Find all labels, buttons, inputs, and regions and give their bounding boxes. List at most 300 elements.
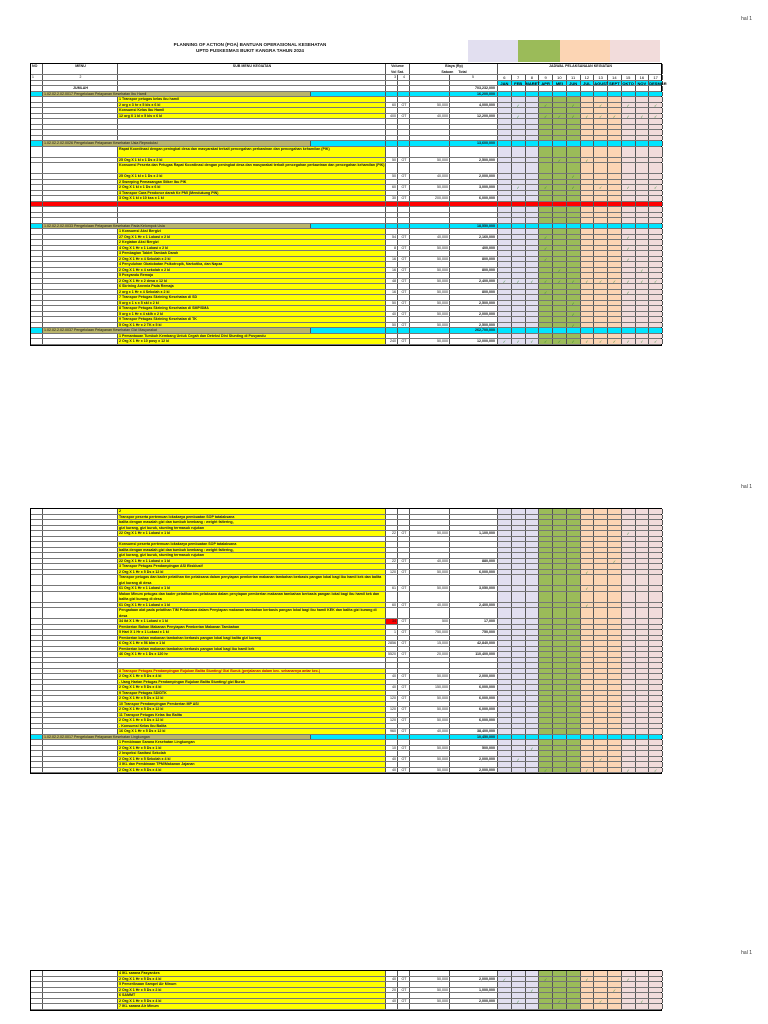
- row-sub-menu: [118, 86, 386, 91]
- month-cell: [581, 185, 595, 190]
- month-cell: [649, 762, 663, 767]
- month-cell: [539, 663, 553, 668]
- header-jadwal: JADWAL PELAKSANAAN KEGIATAN: [498, 64, 663, 74]
- row-satuan-unit: OT: [398, 279, 410, 284]
- month-cell: [649, 97, 663, 102]
- row-biaya-satuan: [410, 262, 450, 267]
- month-cell: [498, 328, 512, 333]
- month-cell: [567, 147, 581, 157]
- month-cell: [539, 564, 553, 569]
- row-total: 13,600,000: [450, 141, 498, 146]
- month-cell: [608, 136, 622, 141]
- row-biaya-satuan: 50,000: [410, 339, 450, 344]
- month-cell: [567, 542, 581, 547]
- month-cell: [649, 246, 663, 251]
- row-number: [31, 718, 43, 723]
- month-cell: [539, 108, 553, 113]
- row-total: 703,232,000: [450, 86, 498, 91]
- month-cell: [608, 119, 622, 124]
- month-cell: [608, 196, 622, 201]
- month-cell: [498, 674, 512, 679]
- month-cell: [636, 224, 650, 229]
- month-cell: [636, 757, 650, 762]
- month-cell: [581, 119, 595, 124]
- month-cell: [539, 702, 553, 707]
- check-icon: ✓: [567, 174, 581, 179]
- month-cell: [622, 130, 636, 135]
- month-cell: [594, 707, 608, 712]
- month-cell: [636, 207, 650, 212]
- row-satuan-unit: [398, 724, 410, 729]
- row-sub-menu: - Konsumsi Kelas Ibu Balita: [118, 724, 386, 729]
- month-cell: [594, 971, 608, 976]
- month-cell: [512, 564, 526, 569]
- month-cell: [608, 553, 622, 558]
- row-menu: [43, 988, 118, 993]
- row-schedule: [498, 746, 663, 751]
- month-cell: [553, 163, 567, 173]
- month-cell: [539, 619, 553, 624]
- month-cell: [539, 636, 553, 641]
- month-cell: [553, 608, 567, 618]
- month-cell: [512, 301, 526, 306]
- row-total: [450, 548, 498, 553]
- month-cell: [608, 630, 622, 635]
- month-cell: [539, 762, 553, 767]
- row-schedule: [498, 191, 663, 196]
- row-biaya-satuan: [410, 86, 450, 91]
- row-schedule: [498, 257, 663, 262]
- row-biaya-satuan: [410, 295, 450, 300]
- month-cell: [594, 768, 608, 773]
- row-volume: 60: [386, 185, 398, 190]
- row-total: [450, 751, 498, 756]
- row-menu: [43, 702, 118, 707]
- row-number: [31, 1004, 43, 1009]
- month-cell: [526, 564, 540, 569]
- row-menu: [43, 202, 118, 207]
- month-cell: [608, 718, 622, 723]
- month-cell: [622, 108, 636, 113]
- month-cell: [622, 163, 636, 173]
- month-cell: [512, 542, 526, 547]
- month-cell: [498, 147, 512, 157]
- page-2: [0, 470, 768, 900]
- month-cell: [512, 119, 526, 124]
- row-number: [31, 103, 43, 108]
- month-cell: [498, 180, 512, 185]
- month-cell: [608, 663, 622, 668]
- row-volume: 50: [386, 158, 398, 163]
- month-cell: [581, 982, 595, 987]
- row-biaya-satuan: [410, 147, 450, 157]
- month-cell: [622, 537, 636, 542]
- check-icon: ✓: [526, 339, 540, 344]
- month-cell: [636, 323, 650, 328]
- month-cell: [649, 735, 663, 740]
- month-cell: [567, 537, 581, 542]
- row-total: [450, 97, 498, 102]
- month-cell: [608, 685, 622, 690]
- month-cell: [498, 702, 512, 707]
- month-cell: [567, 180, 581, 185]
- month-cell: [539, 130, 553, 135]
- row-volume: 10: [386, 746, 398, 751]
- row-number: [31, 240, 43, 245]
- row-satuan-unit: OT: [398, 768, 410, 773]
- month-cell: [553, 334, 567, 339]
- row-volume: [386, 713, 398, 718]
- month-cell: [553, 553, 567, 558]
- month-cell: [649, 663, 663, 668]
- row-biaya-satuan: [410, 224, 450, 229]
- month-cell: [608, 284, 622, 289]
- row-sub-menu: 2 Org X 1 Hr x 5 Ds x 12 kl: [118, 707, 386, 712]
- month-cell: [567, 86, 581, 91]
- row-volume: 960: [386, 729, 398, 734]
- month-cell: [594, 158, 608, 163]
- row-number: [31, 663, 43, 668]
- check-icon: ✓: [512, 114, 526, 119]
- month-cell: [636, 691, 650, 696]
- month-cell: [567, 317, 581, 322]
- row-satuan-unit: [398, 317, 410, 322]
- month-cell: [567, 306, 581, 311]
- month-cell: [526, 548, 540, 553]
- month-cell: [567, 158, 581, 163]
- month-cell: [636, 103, 650, 108]
- month-cell: [594, 180, 608, 185]
- month-cell: [594, 625, 608, 630]
- row-biaya-satuan: 50,000: [410, 103, 450, 108]
- row-menu: [43, 251, 118, 256]
- row-menu: [43, 213, 118, 218]
- row-schedule: [498, 334, 663, 339]
- month-cell: [649, 603, 663, 608]
- month-cell: [622, 663, 636, 668]
- row-number: [31, 619, 43, 624]
- month-cell: [649, 312, 663, 317]
- blank: [43, 81, 118, 86]
- row-satuan-unit: OT: [398, 531, 410, 536]
- row-volume: 60: [386, 103, 398, 108]
- month-cell: [594, 323, 608, 328]
- blank: [450, 81, 498, 86]
- month-cell: [526, 740, 540, 745]
- month-cell: [608, 202, 622, 207]
- month-cell: [622, 586, 636, 591]
- row-number: [31, 971, 43, 976]
- month-cell: [636, 680, 650, 685]
- month-cell: [581, 636, 595, 641]
- month-cell: [526, 977, 540, 982]
- row-schedule: [498, 625, 663, 630]
- row-schedule: [498, 103, 663, 108]
- month-cell: [553, 702, 567, 707]
- month-cell: [608, 301, 622, 306]
- table-header: [31, 64, 661, 75]
- check-icon: ✓: [608, 279, 622, 284]
- row-sub-menu: 8 Transpor Petugas Pendampingan Rujukan Balita Stunting/ Gizi Buruk (perjalanan dalam kec. sehanarnya antar kec.): [118, 669, 386, 674]
- month-cell: [553, 224, 567, 229]
- month-cell: [622, 746, 636, 751]
- month-cell: [512, 163, 526, 173]
- month-cell: [608, 185, 622, 190]
- month-cell: [512, 575, 526, 585]
- row-satuan-unit: [398, 735, 410, 740]
- month-cell: [581, 103, 595, 108]
- month-cell: [581, 746, 595, 751]
- month-cell: [622, 636, 636, 641]
- row-volume: [386, 982, 398, 987]
- row-schedule: [498, 575, 663, 585]
- month-cell: [553, 218, 567, 223]
- row-sub-menu: 2 Org X 1 Hr x 5 Ds x 4 kl: [118, 977, 386, 982]
- month-cell: [581, 999, 595, 1004]
- month-cell: [649, 180, 663, 185]
- row-menu: [43, 542, 118, 547]
- band-lavender: [468, 40, 518, 62]
- month-cell: [553, 757, 567, 762]
- row-menu: [43, 993, 118, 998]
- month-cell: [594, 224, 608, 229]
- header-no: NO: [31, 64, 43, 74]
- month-cell: [581, 251, 595, 256]
- month-cell: [553, 713, 567, 718]
- row-schedule: [498, 339, 663, 344]
- row-sub-menu: [118, 136, 386, 141]
- row-total: [450, 180, 498, 185]
- row-schedule: [498, 185, 663, 190]
- month-cell: [636, 312, 650, 317]
- month-cell: [649, 328, 663, 333]
- month-cell: [581, 295, 595, 300]
- check-icon: ✓: [594, 999, 608, 1004]
- row-satuan-unit: [398, 328, 410, 333]
- month-cell: [512, 295, 526, 300]
- row-menu: [43, 586, 118, 591]
- row-sub-menu: gizi kurang, gizi buruk, stunting termasuk rujukan: [118, 553, 386, 558]
- month-cell: [636, 718, 650, 723]
- month-cell: [539, 224, 553, 229]
- row-sub-menu: 5 Posyandu Remaja: [118, 273, 386, 278]
- check-icon: ✓: [622, 339, 636, 344]
- row-volume: [386, 163, 398, 173]
- month-cell: [512, 240, 526, 245]
- row-satuan-unit: [398, 548, 410, 553]
- row-volume: 34: [386, 619, 398, 624]
- row-biaya-satuan: [410, 163, 450, 173]
- month-cell: [526, 334, 540, 339]
- month-cell: [512, 740, 526, 745]
- month-cell: [622, 301, 636, 306]
- month-cell: [608, 762, 622, 767]
- month-cell: [553, 207, 567, 212]
- month-cell: [539, 707, 553, 712]
- row-satuan-unit: OT: [398, 185, 410, 190]
- month-cell: [636, 553, 650, 558]
- month-cell: [498, 729, 512, 734]
- row-total: [450, 213, 498, 218]
- row-number: [31, 119, 43, 124]
- row-biaya-satuan: [410, 136, 450, 141]
- month-cell: [526, 751, 540, 756]
- month-cell: [594, 680, 608, 685]
- month-cell: [636, 696, 650, 701]
- row-biaya-satuan: [410, 180, 450, 185]
- month-cell: [594, 119, 608, 124]
- month-cell: [567, 707, 581, 712]
- month-cell: [649, 641, 663, 646]
- row-total: [450, 163, 498, 173]
- row-satuan-unit: OT: [398, 729, 410, 734]
- month-cell: [608, 548, 622, 553]
- month-cell: [526, 680, 540, 685]
- row-total: 6,000,000: [450, 196, 498, 201]
- row-biaya-satuan: [410, 553, 450, 558]
- month-cell: [636, 977, 650, 982]
- row-total: [450, 334, 498, 339]
- row-biaya-satuan: [410, 125, 450, 130]
- month-cell: [553, 191, 567, 196]
- month-cell: [498, 691, 512, 696]
- row-biaya-satuan: 50,000: [410, 185, 450, 190]
- row-satuan-unit: OT: [398, 570, 410, 575]
- row-number: [31, 586, 43, 591]
- month-cell: [553, 586, 567, 591]
- row-number: [31, 92, 43, 97]
- month-cell: [512, 317, 526, 322]
- table-row: [31, 608, 661, 619]
- check-icon: ✓: [581, 977, 595, 982]
- month-cell: [526, 982, 540, 987]
- month-cell: [526, 108, 540, 113]
- row-menu: [43, 229, 118, 234]
- row-satuan-unit: OT: [398, 114, 410, 119]
- month-cell: [539, 603, 553, 608]
- month-cell: [567, 647, 581, 652]
- row-satuan-unit: [398, 207, 410, 212]
- row-number: [31, 680, 43, 685]
- row-sub-menu: Konsumsi peserta pertemuan lokakarya pembuatan SOP tatalaksana: [118, 542, 386, 547]
- month-cell: [512, 625, 526, 630]
- month-cell: [649, 268, 663, 273]
- month-cell: [581, 757, 595, 762]
- row-sub-menu: 4 IKL sarana Fasyankes: [118, 971, 386, 976]
- row-code: 1.02.02.2.02.0037: [44, 328, 74, 332]
- month-cell: [553, 229, 567, 234]
- month-cell: [594, 531, 608, 536]
- month-cell: [622, 570, 636, 575]
- row-menu: [43, 685, 118, 690]
- month-cell: [539, 729, 553, 734]
- row-satuan-unit: [398, 218, 410, 223]
- check-icon: ✓: [512, 339, 526, 344]
- check-icon: ✓: [567, 103, 581, 108]
- month-cell: [581, 674, 595, 679]
- month-cell: [512, 224, 526, 229]
- row-satuan-unit: OT: [398, 757, 410, 762]
- month-cell: [622, 608, 636, 618]
- month-cell: [553, 317, 567, 322]
- month-cell: [608, 691, 622, 696]
- month-cell: [636, 993, 650, 998]
- month-cell: [636, 531, 650, 536]
- month-cell: [649, 141, 663, 146]
- month-name-8: AGUST: [594, 80, 609, 86]
- month-cell: [526, 509, 540, 514]
- row-satuan-unit: [398, 636, 410, 641]
- row-number: [31, 526, 43, 531]
- month-cell: [567, 729, 581, 734]
- month-cell: [622, 691, 636, 696]
- row-schedule: [498, 740, 663, 745]
- month-cell: [553, 531, 567, 536]
- row-total: 3,000,000: [450, 185, 498, 190]
- month-cell: [526, 685, 540, 690]
- row-menu: [43, 130, 118, 135]
- month-cell: [526, 97, 540, 102]
- row-schedule: [498, 125, 663, 130]
- row-menu-text: Pengelolaan Pelayanan Kesehatan Lingkungan: [73, 734, 150, 739]
- month-cell: [608, 180, 622, 185]
- month-cell: [594, 295, 608, 300]
- month-cell: [608, 328, 622, 333]
- row-sub-menu: [118, 658, 386, 663]
- month-cell: [636, 988, 650, 993]
- month-cell: [539, 724, 553, 729]
- row-satuan-unit: OT: [398, 290, 410, 295]
- row-satuan-unit: [398, 608, 410, 618]
- month-cell: [649, 630, 663, 635]
- row-number: [31, 729, 43, 734]
- month-cell: [567, 691, 581, 696]
- row-menu: [43, 696, 118, 701]
- month-cell: [636, 652, 650, 657]
- row-number: [31, 218, 43, 223]
- row-total: [450, 713, 498, 718]
- month-cell: [581, 993, 595, 998]
- row-volume: 50: [386, 323, 398, 328]
- row-total: 500,000: [450, 746, 498, 751]
- month-cell: [649, 729, 663, 734]
- month-cell: [567, 553, 581, 558]
- month-cell: [567, 202, 581, 207]
- month-cell: [498, 301, 512, 306]
- month-cell: [553, 603, 567, 608]
- row-satuan-unit: OT: [398, 746, 410, 751]
- row-biaya-satuan: [410, 1004, 450, 1009]
- month-cell: [526, 246, 540, 251]
- table-row: [31, 1004, 661, 1010]
- row-biaya-satuan: [410, 207, 450, 212]
- month-cell: [622, 982, 636, 987]
- month-cell: [567, 218, 581, 223]
- row-total: [450, 218, 498, 223]
- row-satuan-unit: [398, 658, 410, 663]
- row-total: [450, 526, 498, 531]
- month-name-12: DESMBR: [649, 80, 667, 86]
- month-cell: [636, 317, 650, 322]
- month-cell: [498, 1004, 512, 1009]
- month-cell: [636, 1004, 650, 1009]
- month-cell: [581, 685, 595, 690]
- row-biaya-satuan: 50,000: [410, 768, 450, 773]
- month-cell: [526, 729, 540, 734]
- month-cell: [581, 323, 595, 328]
- month-cell: [526, 235, 540, 240]
- month-cell: [636, 251, 650, 256]
